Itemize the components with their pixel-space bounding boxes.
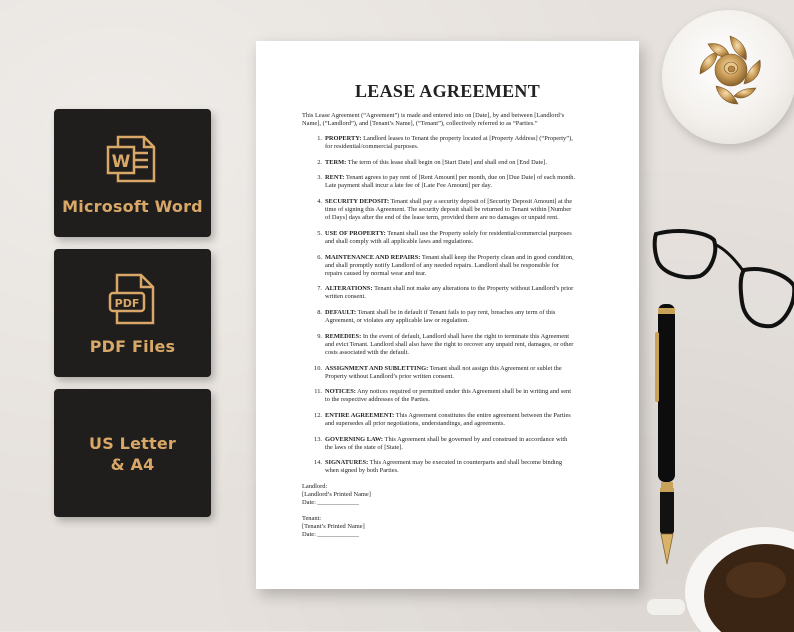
- clause-line: when signed by both Parties.: [325, 467, 399, 475]
- clause-number: 13.: [314, 435, 322, 443]
- clause-number: 3.: [317, 174, 322, 182]
- clause-body: [325, 333, 591, 357]
- clause-text: Landlord leases to Tenant the property located at [Property Address] (“Property”),: [363, 135, 573, 142]
- clause-line: [325, 309, 591, 317]
- clause-line: written consent.: [325, 293, 366, 301]
- clause-line: [325, 254, 591, 262]
- clause-number: 7.: [317, 285, 322, 293]
- clause-heading: SECURITY DEPOSIT:: [325, 198, 390, 205]
- clause-heading: TERM:: [325, 158, 347, 166]
- intro-line: Name], (“Landlord”), and [Tenant’s Name], (“Tenant”), collectively referred to as “Parties.”: [302, 120, 538, 128]
- coffee-cup-icon: [646, 520, 794, 632]
- word-icon-letter: W: [111, 152, 131, 172]
- clause-body: [325, 230, 591, 246]
- clause-heading: ASSIGNMENT AND SUBLETTING:: [325, 364, 429, 372]
- paper-size-label: [54, 433, 211, 475]
- clause-line: [325, 459, 591, 467]
- clause-heading: ALTERATIONS:: [325, 285, 373, 293]
- clause-item: [312, 333, 592, 357]
- clause-text: In the event of default, Landlord shall have the right to terminate this Agreement: [362, 332, 570, 340]
- clause-item: [312, 365, 592, 381]
- clause-text: This Agreement may be executed in counterparts and shall become binding: [369, 459, 563, 467]
- clause-item: [312, 254, 592, 278]
- clause-number: 6.: [317, 253, 322, 261]
- intro-line: This Lease Agreement (“Agreement”) is made and entered into on [Date], by and between [Landlord’s: [302, 112, 565, 119]
- clause-body: [325, 174, 591, 190]
- clause-line: of Days] days after the end of the lease term, provided there are no damages or unpaid rent.: [325, 214, 559, 222]
- clause-line: [325, 365, 591, 373]
- clause-number: 12.: [314, 411, 322, 419]
- clause-body: [325, 365, 591, 381]
- clause-number: 4.: [317, 198, 322, 205]
- clause-line: [325, 285, 591, 293]
- clause-line: [325, 436, 591, 444]
- clause-text: Tenant agrees to pay rent of [Rent Amount] per month, due on [Due Date] of each month.: [345, 174, 576, 182]
- clause-line: [325, 174, 591, 182]
- clause-line: the laws of the state of [State].: [325, 443, 403, 451]
- clause-body: [325, 309, 591, 325]
- clause-body: [325, 388, 591, 404]
- clause-line: and supersedes all prior negotiations, understandings, and agreements.: [325, 419, 505, 427]
- clause-number: 1.: [317, 135, 322, 142]
- signature-line: Date: _____________: [302, 531, 359, 539]
- clause-line: and shall comply with all applicable laws and regulations.: [325, 237, 474, 245]
- clause-body: [325, 135, 591, 151]
- microsoft-word-badge: [54, 109, 211, 237]
- clause-text: Tenant shall keep the Property clean and in good condition,: [421, 253, 574, 261]
- clause-number: 10.: [314, 364, 322, 372]
- clause-text: Tenant shall use the Property solely for residential/commercial purposes: [387, 229, 572, 237]
- clause-item: [312, 388, 592, 404]
- clause-heading: USE OF PROPERTY:: [325, 229, 386, 237]
- clause-text: Any notices required or permitted under this Agreement shall be in writing and sent: [357, 388, 572, 396]
- clause-line: Late payment shall incur a late fee of [Late Fee Amount] per day.: [325, 182, 492, 190]
- clause-text: This Agreement shall be governed by and construed in accordance with: [384, 435, 568, 443]
- signature-line: Landlord:: [302, 483, 328, 490]
- signature-line: [Landlord’s Printed Name]: [302, 491, 371, 499]
- lease-document-page: [256, 41, 639, 589]
- clause-text: The term of this lease shall begin on [Start Date] and shall end on [End Date].: [347, 158, 547, 166]
- paper-size-badge: [54, 389, 211, 517]
- clause-item: [312, 436, 592, 452]
- clause-body: [325, 198, 591, 222]
- word-file-icon: [104, 131, 160, 187]
- clause-line: and shall promptly notify Landlord of any needed repairs. Landlord shall be responsible for: [325, 261, 559, 269]
- clause-item: [312, 174, 592, 190]
- pdf-files-badge: [54, 249, 211, 377]
- clause-item: [312, 309, 592, 325]
- clause-item: [312, 159, 592, 167]
- clause-line: [325, 412, 591, 420]
- clause-heading: GOVERNING LAW:: [325, 435, 384, 443]
- clause-line: to the respective addresses of the Parties.: [325, 396, 430, 404]
- clause-line: costs associated with the default.: [325, 348, 409, 356]
- clause-body: [325, 254, 591, 278]
- pdf-icon-text: PDF: [114, 297, 140, 310]
- clause-item: [312, 198, 592, 222]
- clause-line: [325, 333, 591, 341]
- clause-line: and evict Tenant. Landlord shall also have the right to recover any unpaid rent, damages, or other: [325, 340, 574, 348]
- clause-line: [325, 230, 591, 238]
- signature-line: Date: _____________: [302, 499, 359, 507]
- clause-number: 14.: [314, 459, 322, 467]
- paper-size-line-1: US Letter: [89, 434, 176, 453]
- clause-line: for residential/commercial purposes.: [325, 143, 419, 151]
- clause-heading: MAINTENANCE AND REPAIRS:: [325, 253, 421, 261]
- clause-item: [312, 412, 592, 428]
- clause-heading: ENTIRE AGREEMENT:: [325, 411, 395, 419]
- clause-text: This Agreement constitutes the entire agreement between the Parties: [395, 411, 571, 419]
- clause-body: [325, 459, 591, 475]
- clause-item: [312, 135, 592, 151]
- pdf-files-label: PDF Files: [89, 337, 176, 356]
- pdf-file-icon: [107, 271, 159, 327]
- clause-line: [325, 198, 591, 206]
- clause-number: 2.: [317, 158, 322, 166]
- clause-heading: NOTICES:: [325, 388, 356, 396]
- clause-body: [325, 285, 591, 301]
- clause-heading: REMEDIES:: [325, 332, 362, 340]
- clause-heading: RENT:: [325, 174, 345, 182]
- clause-line: time of signing this Agreement. The security deposit shall be returned to Tenant within [Number: [325, 206, 572, 214]
- tenant-signature-block: [302, 515, 365, 539]
- clause-body: [325, 412, 591, 428]
- document-intro: [302, 112, 592, 128]
- clause-item: [312, 230, 592, 246]
- document-title: LEASE AGREEMENT: [354, 81, 541, 101]
- signature-line: [Tenant’s Printed Name]: [302, 523, 365, 531]
- clause-line: [325, 135, 591, 143]
- clause-number: 9.: [317, 332, 322, 340]
- clause-line: repairs caused by normal wear and tear.: [325, 269, 427, 277]
- clause-item: [312, 285, 592, 301]
- clause-text: Tenant shall pay a security deposit of [Security Deposit Amount] at the: [390, 198, 573, 205]
- clause-line: [325, 388, 591, 396]
- clause-body: [325, 159, 591, 167]
- landlord-signature-block: [302, 483, 371, 507]
- clause-heading: SIGNATURES:: [325, 459, 369, 467]
- clause-line: Property without Landlord’s prior written consent.: [325, 372, 454, 380]
- clause-heading: PROPERTY:: [325, 135, 362, 142]
- clause-number: 8.: [317, 309, 322, 316]
- clause-body: [325, 436, 591, 452]
- clause-line: [325, 159, 591, 167]
- microsoft-word-label: Microsoft Word: [62, 197, 203, 216]
- clause-text: Tenant shall not assign this Agreement or sublet the: [429, 364, 562, 372]
- gold-rose-icon: [690, 30, 770, 110]
- clause-item: [312, 459, 592, 475]
- clause-number: 11.: [314, 388, 322, 396]
- clause-line: Agreement, or violates any applicable law or regulation.: [325, 317, 469, 325]
- paper-size-line-2: & A4: [110, 455, 155, 474]
- clause-heading: DEFAULT:: [325, 309, 357, 316]
- clause-number: 5.: [317, 229, 322, 237]
- clause-text: Tenant shall be in default if Tenant fails to pay rent, breaches any term of this: [357, 309, 556, 316]
- signature-line: Tenant:: [302, 515, 322, 522]
- clause-text: Tenant shall not make any alterations to the Property without Landlord’s prior: [374, 285, 574, 293]
